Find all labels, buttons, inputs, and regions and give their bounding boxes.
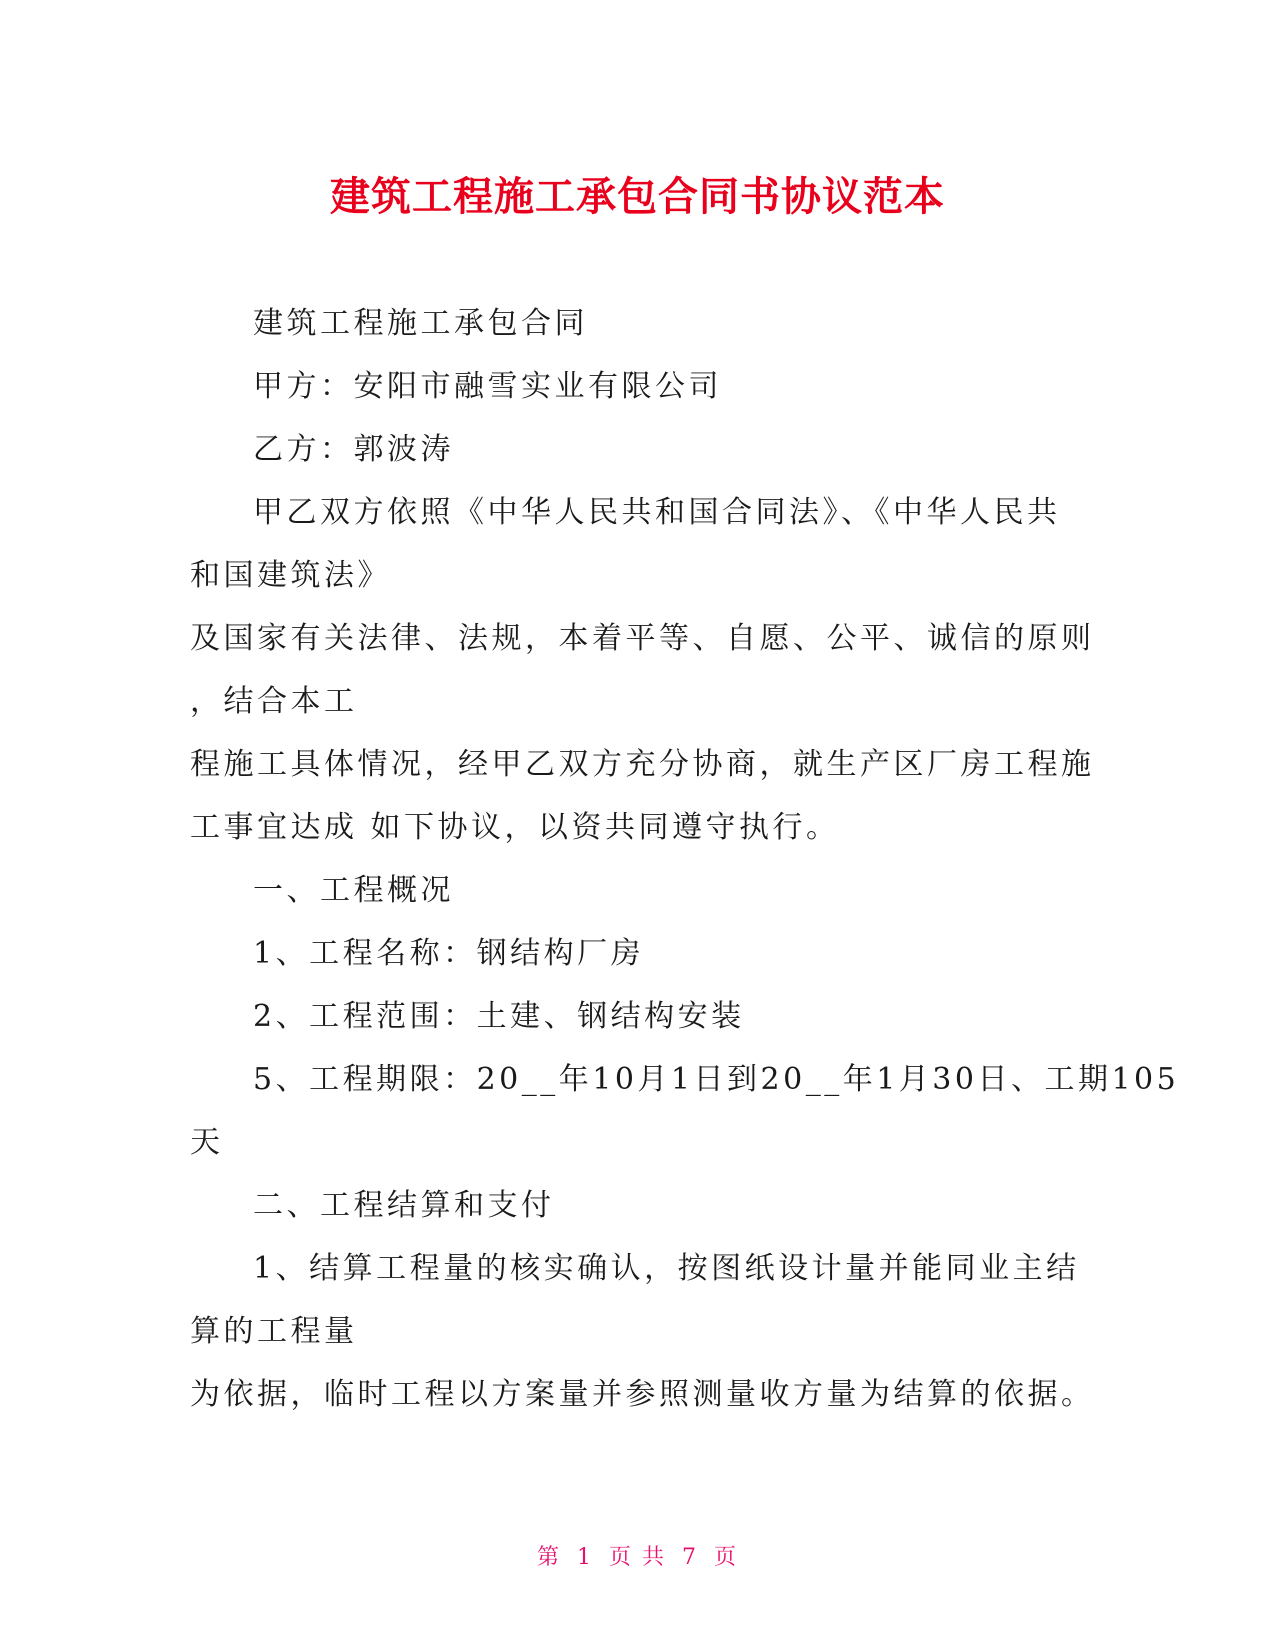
list-item-continuation: 天 <box>190 1125 224 1160</box>
paragraph-line: 和国建筑法》 <box>190 558 391 593</box>
total-page-count: 7 <box>682 1545 698 1570</box>
current-page-number: 1 <box>577 1545 593 1570</box>
contract-heading: 建筑工程施工承包合同 <box>253 306 588 341</box>
list-item: 5、工程期限：20__年10月1日到20__年1月30日、工期105 <box>253 1062 1180 1097</box>
footer-middle: 页 共 <box>609 1545 666 1570</box>
section-heading: 二、工程结算和支付 <box>253 1188 555 1223</box>
paragraph-line: 程施工具体情况，经甲乙双方充分协商，就生产区厂房工程施 <box>190 747 1095 782</box>
footer-suffix: 页 <box>714 1545 739 1570</box>
footer-prefix: 第 <box>536 1545 561 1570</box>
paragraph-line: 及国家有关法律、法规，本着平等、自愿、公平、诚信的原则 <box>190 621 1095 656</box>
paragraph-line: 工事宜达成 如下协议，以资共同遵守执行。 <box>190 810 840 845</box>
document-title: 建筑工程施工承包合同书协议范本 <box>330 174 945 220</box>
document-body <box>190 292 1180 1426</box>
list-item-continuation: 为依据，临时工程以方案量并参照测量收方量为结算的依据。 <box>190 1377 1095 1412</box>
list-item: 2、工程范围：土建、钢结构安装 <box>253 999 745 1034</box>
section-heading: 一、工程概况 <box>253 873 454 908</box>
list-item: 1、工程名称：钢结构厂房 <box>253 936 645 971</box>
party-a-line: 甲方：安阳市融雪实业有限公司 <box>253 369 722 404</box>
paragraph-line: 甲乙双方依照《中华人民共和国合同法》、《中华人民共 <box>253 495 1061 530</box>
page-footer <box>0 1540 1275 1571</box>
party-b-line: 乙方：郭波涛 <box>253 432 454 467</box>
paragraph-line: ，结合本工 <box>190 684 358 719</box>
list-item-continuation: 算的工程量 <box>190 1314 358 1349</box>
list-item: 1、结算工程量的核实确认，按图纸设计量并能同业主结 <box>253 1251 1080 1286</box>
